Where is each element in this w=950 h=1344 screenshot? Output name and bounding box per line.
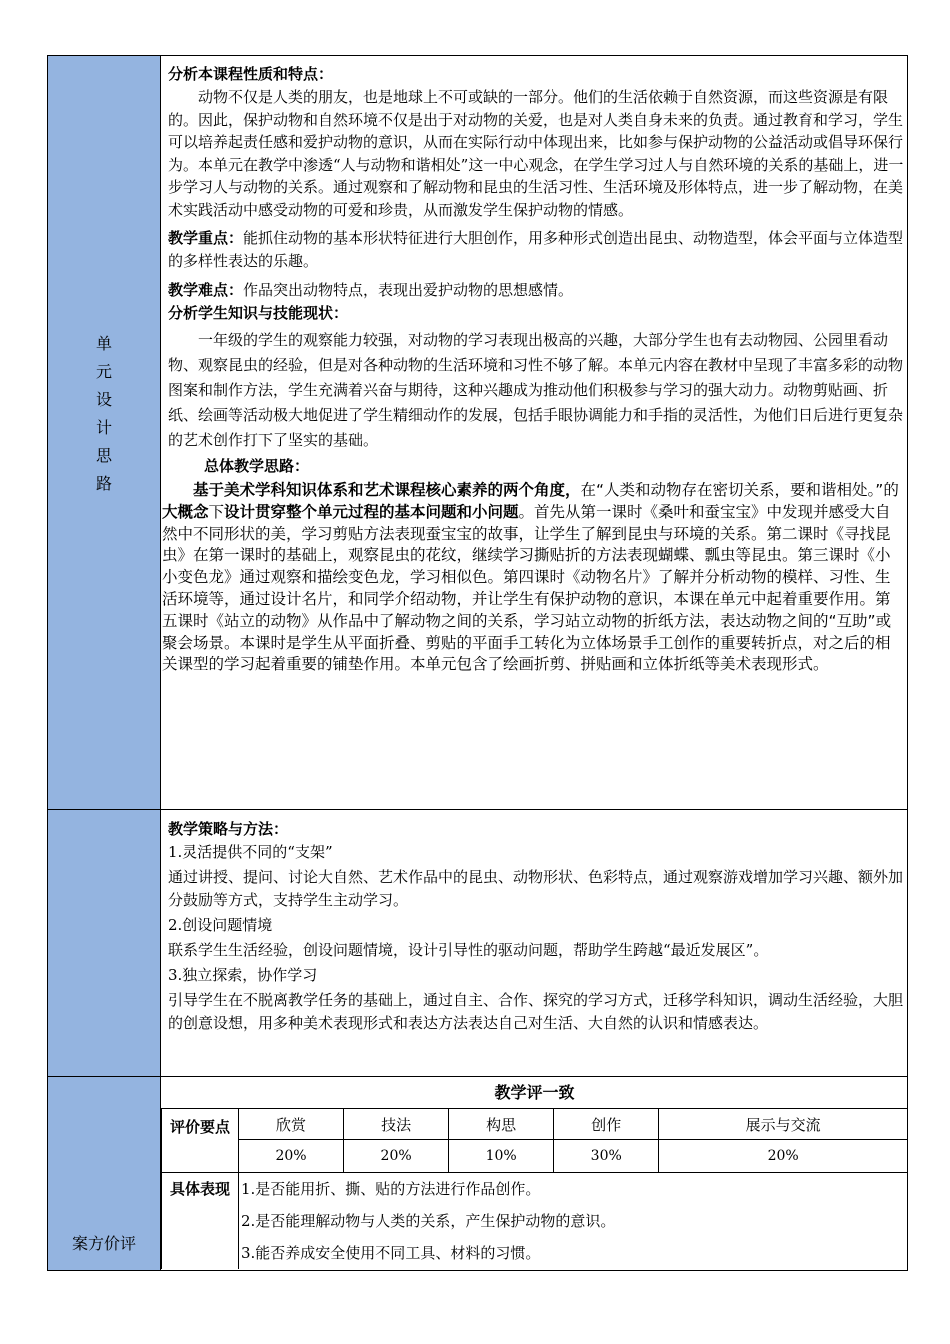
weight-cell: 20%	[344, 1140, 449, 1173]
difficulty-label: 教学难点：	[168, 281, 244, 299]
performance-item: 1.是否能用折、撕、贴的方法进行作品创作。	[241, 1180, 541, 1198]
difficulty-paragraph	[168, 279, 904, 302]
strategy-item-text: 引导学生在不脱离教学任务的基础上，通过自主、合作、探究的学习方式，迁移学科知识，调动生活经验，大胆的创意设想，用多种美术表现形式和表达方法表达自己对生活、大自然的认识和情感表达。	[168, 991, 904, 1032]
performance-item: 2.是否能理解动物与人类的关系，产生保护动物的意识。	[241, 1212, 616, 1230]
criterion-cell: 构思	[449, 1109, 554, 1140]
key-point-label: 教学重点：	[168, 229, 244, 247]
design-content	[162, 63, 904, 676]
strategy-heading: 教学策略与方法：	[168, 820, 289, 838]
criterion-cell: 创作	[554, 1109, 659, 1140]
difficulty-text: 作品突出动物特点，表现出爱护动物的思想感情。	[243, 281, 574, 299]
performance-cell	[239, 1173, 908, 1270]
strategy-item-text: 通过讲授、提问、讨论大自然、艺术作品中的昆虫、动物形状、色彩特点，通过观察游戏增加学习兴趣、额外加分鼓励等方式，支持学生主动学习。	[168, 868, 904, 909]
criterion-cell: 欣赏	[239, 1109, 344, 1140]
key-point-paragraph	[168, 227, 904, 273]
evaluation-side-label: 案方价评	[71, 1234, 136, 1253]
weight-cell: 10%	[449, 1140, 554, 1173]
strategy-item-title: 3.独立探索，协作学习	[168, 966, 318, 984]
nature-heading: 分析本课程性质和特点：	[168, 65, 334, 83]
weight-cell: 30%	[554, 1140, 659, 1173]
weight-cell: 20%	[239, 1140, 344, 1173]
criterion-cell: 展示与交流	[659, 1109, 908, 1140]
table-row	[162, 1109, 908, 1140]
criterion-cell: 技法	[344, 1109, 449, 1140]
nature-paragraph: 动物不仅是人类的朋友，也是地球上不可或缺的一部分。他们的生活依赖于自然资源，而这些资源是有限的。因此，保护动物和自然环境不仅是出于对动物的关爱，也是对人类自身未来的负责。通过教育和学习，学生可以培养起责任感和爱护动物的意识，从而在实际行动中体现出来，比如参与保护动物的公益活动或倡导环保行为。本单元在教学中渗透“人与动物和谐相处”这一中心观念，在学生学习过人与自然环境的关系的基础上，进一步学习人与动物的关系。通过观察和了解动物和昆虫的生活习性、生活环境及形体特点，进一步了解动物，在美术实践活动中感受动物的可爱和珍贵，从而激发学生保护动物的情感。	[168, 88, 904, 219]
evaluation-title: 教学评一致	[494, 1083, 575, 1102]
key-point-text: 能抓住动物的基本形状特征进行大胆创作，用多种形式创造出昆虫、动物造型，体会平面与立体造型的多样性表达的乐趣。	[168, 229, 904, 270]
table-row	[162, 1140, 908, 1173]
evaluation-table	[161, 1108, 908, 1269]
strategy-item-text: 联系学生生活经验，创设问题情境，设计引导性的驱动问题，帮助学生跨越“最近发展区”。	[168, 941, 769, 959]
divider	[47, 809, 908, 810]
strategy-content	[168, 818, 904, 1035]
divider	[47, 1076, 908, 1077]
performance-item: 3.能否养成安全使用不同工具、材料的习惯。	[241, 1244, 541, 1262]
performance-label: 具体表现	[162, 1173, 239, 1270]
strategy-item-title: 2.创设问题情境	[168, 916, 273, 934]
points-label: 评价要点	[162, 1109, 239, 1173]
table-row	[162, 1173, 908, 1270]
students-paragraph: 一年级的学生的观察能力较强，对动物的学习表现出极高的兴趣，大部分学生也有去动物园、公园里看动物、观察昆虫的经验，但是对各种动物的生活环境和习性不够了解。本单元内容在教材中呈现了丰富多彩的动物图案和制作方法，学生充满着兴奋与期待，这种兴趣成为推动他们积极参与学习的强大动力。动物剪贴画、折纸、绘画等活动极大地促进了学生精细动作的发展，包括手眼协调能力和手指的灵活性，为他们日后进行更复杂的艺术创作打下了坚实的基础。	[168, 331, 904, 449]
weight-cell: 20%	[659, 1140, 908, 1173]
strategy-item-title: 1.灵活提供不同的“支架”	[168, 843, 333, 861]
overall-heading: 总体教学思路：	[204, 457, 310, 475]
design-vertical-label: 单 元 设 计 思 路	[95, 334, 112, 493]
students-heading: 分析学生知识与技能现状：	[168, 304, 349, 322]
overall-paragraph: 基于美术学科知识体系和艺术课程核心素养的两个角度，在“人类和动物存在密切关系，要和谐相处。”的大概念下设计贯穿整个单元过程的基本问题和小问题。首先从第一课时《桑叶和蚕宝宝》中发现并感受大自然中不同形状的美，学习剪贴方法表现蚕宝宝的故事，让学生了解到昆虫与环境的关系。第二课时《寻找昆虫》在第一课时的基础上，观察昆虫的花纹，继续学习撕贴折的方法表现蝴蝶、瓢虫等昆虫。第三课时《小小变色龙》通过观察和描绘变色龙，学习相似色。第四课时《动物名片》了解并分析动物的模样、习性、生活环境等，通过设计名片，和同学介绍动物，并让学生有保护动物的意识，本课在单元中起着重要作用。第五课时《站立的动物》从作品中了解动物之间的关系，学习站立动物的折纸方法，表达动物之间的“互助”或聚会场景。本课时是学生从平面折叠、剪贴的平面手工转化为立体场景手工创作的重要转折点，对之后的相关课型的学习起着重要的铺垫作用。本单元包含了绘画折剪、拼贴画和立体折纸等美术表现形式。	[162, 481, 899, 674]
